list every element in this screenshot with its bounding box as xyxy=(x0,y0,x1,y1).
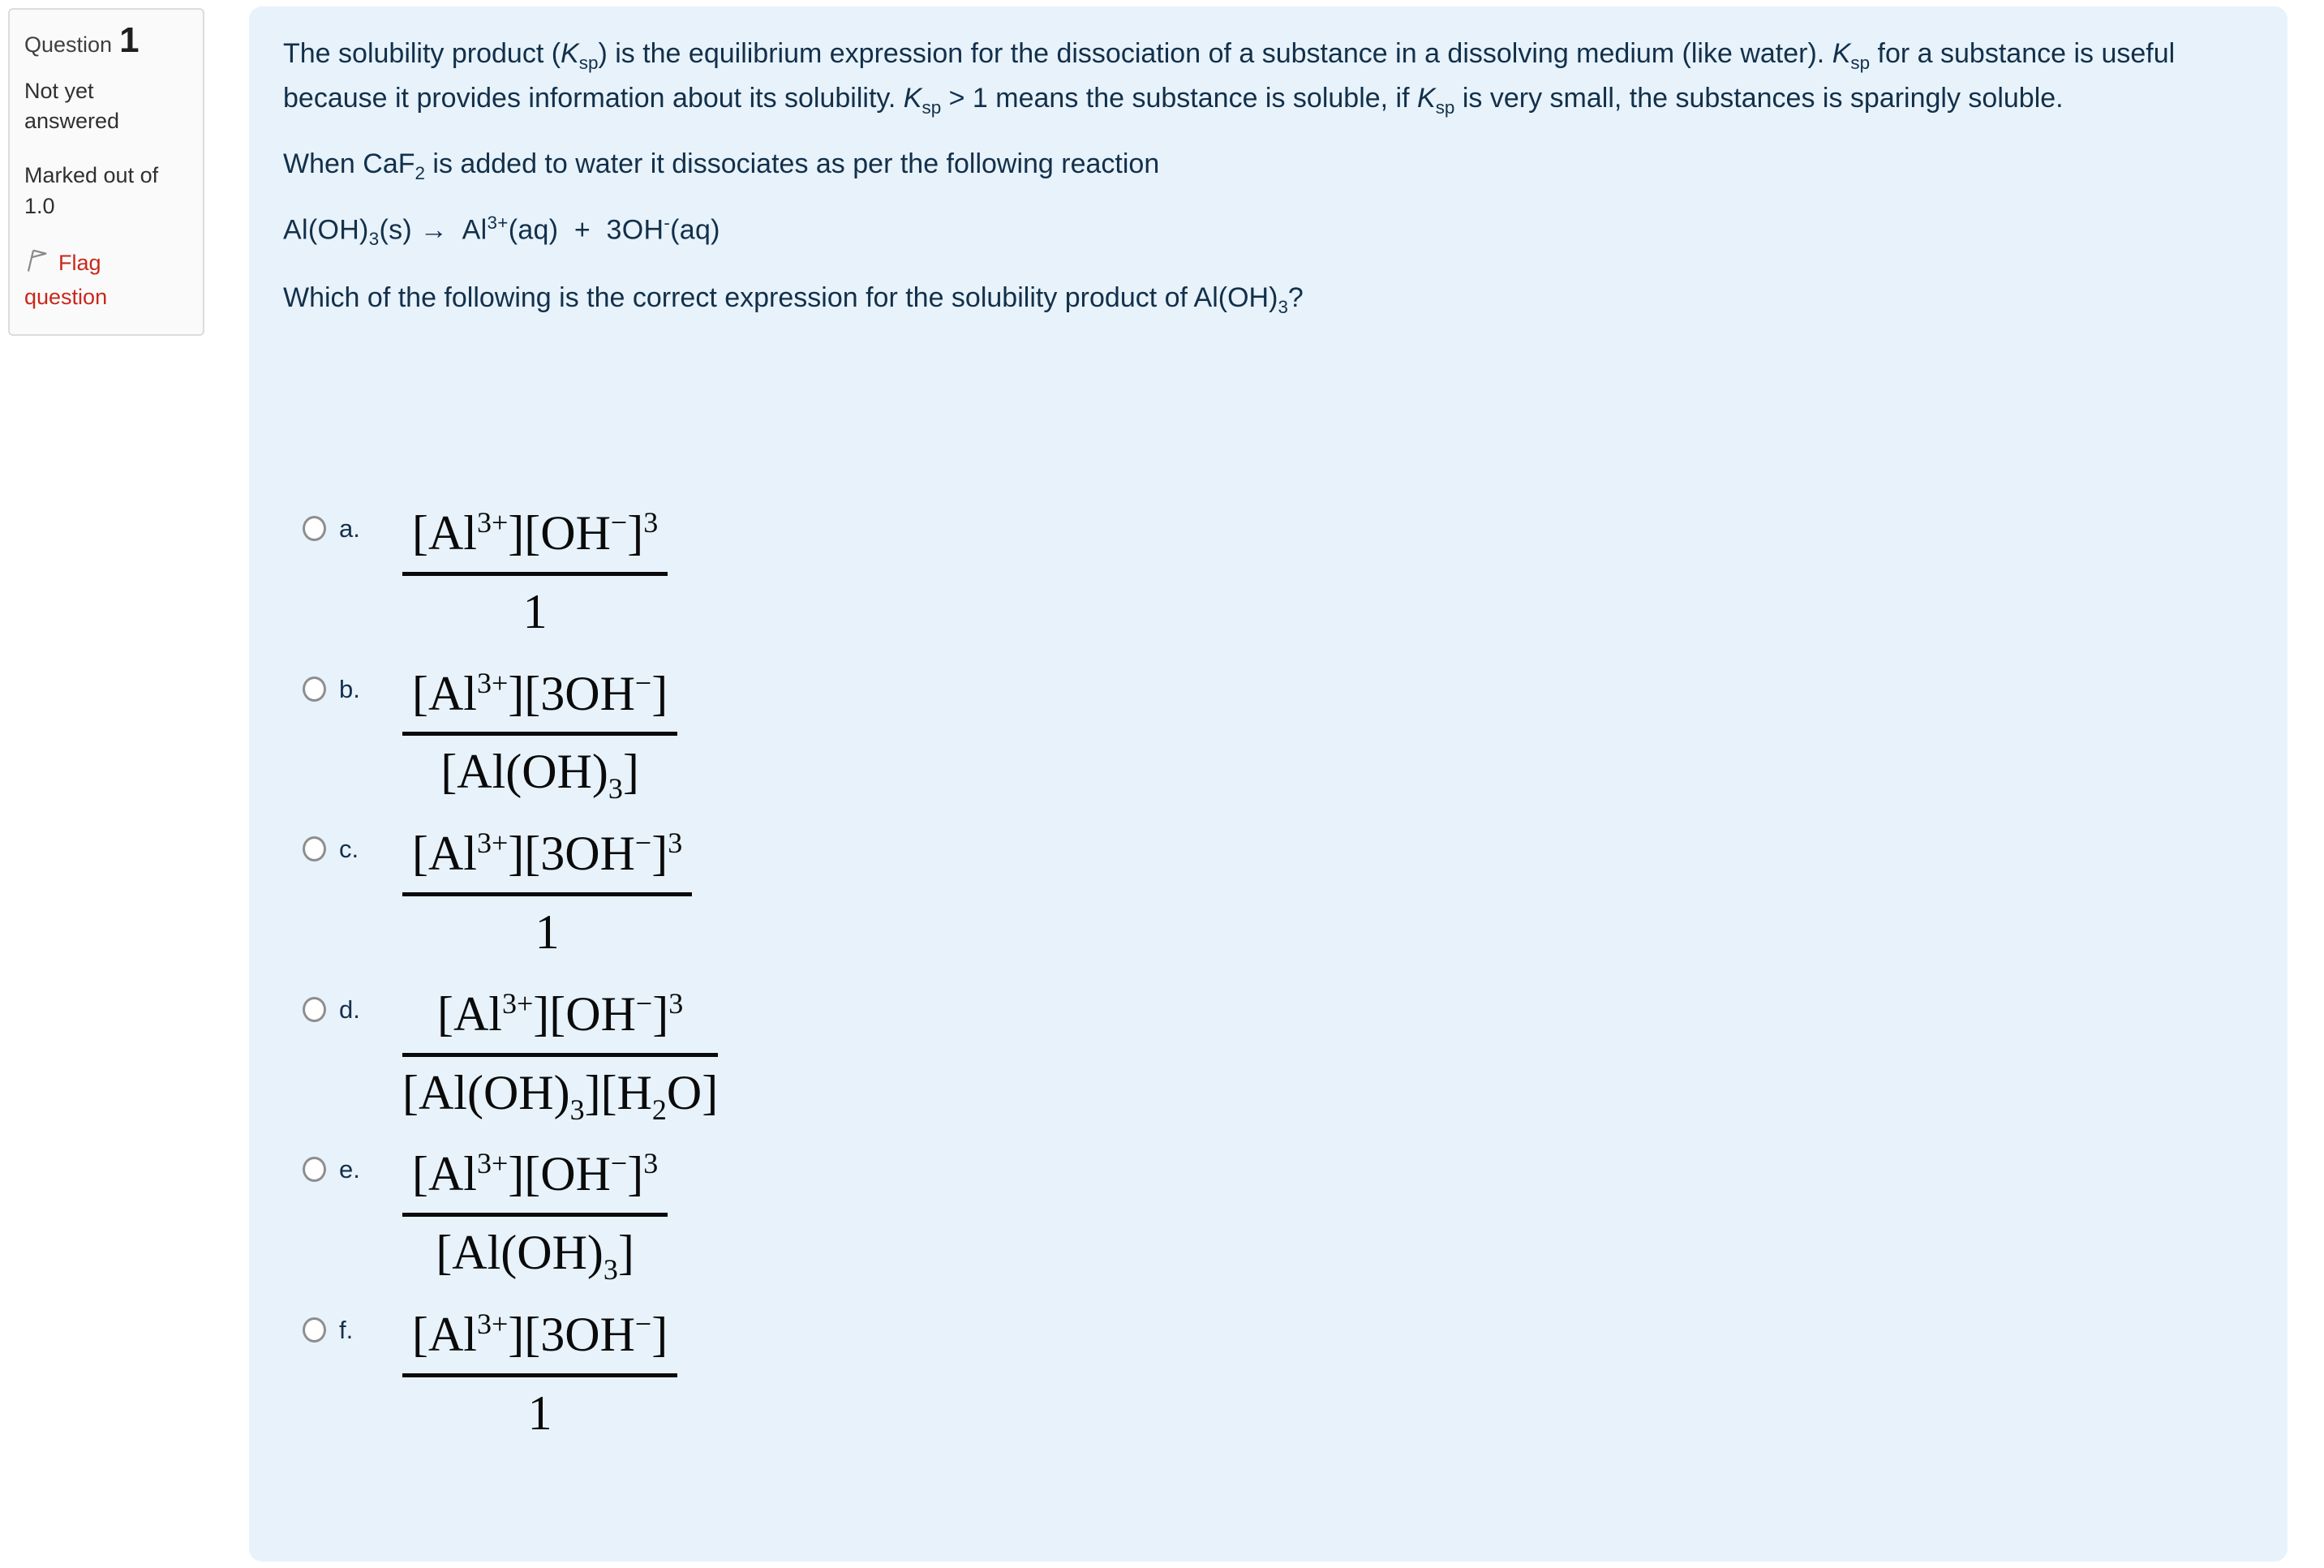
question-panel xyxy=(249,6,2287,1562)
reaction-equation: $Al(OH)_3(s) \to Al^{3+}(aq) + 3OH^-(aq)$ xyxy=(283,213,720,250)
option-d-formula xyxy=(402,986,719,1126)
option-a-denominator: 1 xyxy=(522,584,548,638)
option-a-radio[interactable] xyxy=(303,516,326,541)
flag-question-link[interactable] xyxy=(24,247,188,313)
option-b-letter: b. xyxy=(339,674,360,703)
option-f-row xyxy=(303,1306,2251,1442)
answer-options xyxy=(283,505,2251,1442)
option-a-letter: a. xyxy=(339,513,360,543)
flag-question-label: Flag question xyxy=(24,251,108,310)
question-label: Question xyxy=(24,32,113,57)
option-f-numerator: $[Al^{3+}][3OH^-]$ xyxy=(402,1306,677,1377)
option-b-denominator: $[Al(OH)_3]$ xyxy=(440,745,639,805)
question-info-box xyxy=(8,8,204,336)
option-d-letter: d. xyxy=(339,994,360,1024)
option-f-denominator: 1 xyxy=(527,1385,552,1440)
option-e-radio[interactable] xyxy=(303,1157,326,1182)
option-d-numerator: $[Al^{3+}][OH^-]^3$ xyxy=(402,986,718,1057)
question-grade: Marked out of 1.0 xyxy=(24,162,159,218)
question-text xyxy=(283,32,2251,321)
option-f-radio[interactable] xyxy=(303,1317,326,1342)
option-c-row xyxy=(303,825,2251,961)
option-c-letter: c. xyxy=(339,835,359,864)
option-f-letter: f. xyxy=(339,1315,354,1344)
question-title xyxy=(24,20,188,60)
question-paragraph-2: When CaF$_2$ is added to water it dissociates as per the following reaction xyxy=(283,148,1160,184)
option-e-row xyxy=(303,1145,2251,1287)
question-number: 1 xyxy=(119,20,140,60)
option-c-radio[interactable] xyxy=(303,836,326,861)
option-c-denominator: 1 xyxy=(535,904,560,959)
option-b-radio[interactable] xyxy=(303,677,326,702)
question-prompt: Which of the following is the correct expression for the solubility product of $Al(OH)_3$? xyxy=(283,281,1304,317)
option-b-row xyxy=(303,665,2251,805)
option-c-formula xyxy=(402,825,692,961)
option-a-row xyxy=(303,505,2251,641)
option-a-numerator: $[Al^{3+}][OH^-]^3$ xyxy=(402,505,668,576)
option-e-denominator: $[Al(OH)_3]$ xyxy=(436,1226,634,1287)
option-d-radio[interactable] xyxy=(303,997,326,1022)
option-d-denominator: $[Al(OH)_3][H_2O]$ xyxy=(402,1065,719,1126)
question-paragraph-1: The solubility product $(K_{sp})$ is the equilibrium expression for the dissociation of a substance in a dissolving medium (like water). $K_{sp}$ for a substance is useful because it provides information about its solubility. $K_{sp} > 1$ means the substance is soluble, if $K_{sp}$ is very small, the substances is sparingly soluble. xyxy=(283,38,2176,118)
option-d-row xyxy=(303,986,2251,1126)
option-e-letter: e. xyxy=(339,1155,360,1184)
option-c-numerator: $[Al^{3+}][3OH^-]^3$ xyxy=(402,825,692,896)
flag-icon xyxy=(24,247,50,281)
option-b-formula xyxy=(402,665,677,805)
question-status: Not yet answered xyxy=(24,79,120,134)
option-e-formula xyxy=(402,1145,668,1287)
option-e-numerator: $[Al^{3+}][OH^-]^3$ xyxy=(402,1145,668,1217)
option-b-numerator: $[Al^{3+}][3OH^-]$ xyxy=(402,665,677,737)
option-a-formula xyxy=(402,505,668,641)
option-f-formula xyxy=(402,1306,677,1442)
